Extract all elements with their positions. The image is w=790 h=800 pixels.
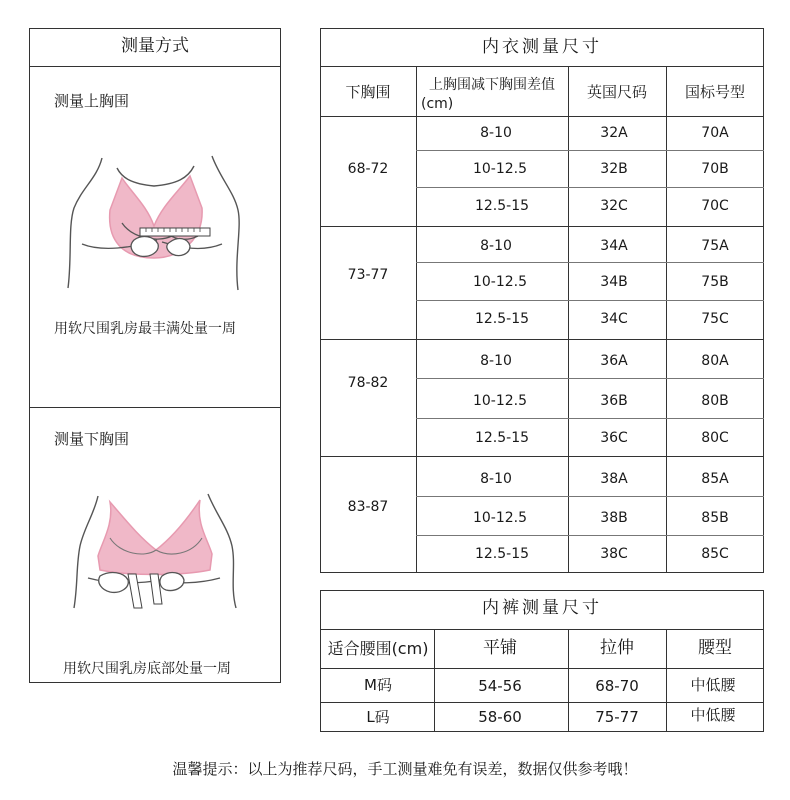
underbust-range: 68-72 bbox=[347, 161, 389, 177]
underbust-range: 73-77 bbox=[347, 267, 389, 283]
divider bbox=[320, 116, 764, 117]
panty-table-title: 内裤测量尺寸 bbox=[482, 598, 602, 618]
uk-size-cell: 38A bbox=[600, 471, 628, 487]
column-divider bbox=[568, 629, 569, 732]
bra-table-title: 内衣测量尺寸 bbox=[482, 37, 602, 57]
uk-size-cell: 38B bbox=[600, 510, 628, 526]
panty-header-flat: 平铺 bbox=[483, 638, 517, 658]
cn-size-cell: 75A bbox=[701, 238, 729, 254]
panty-header-stretch: 拉伸 bbox=[600, 638, 634, 658]
row-divider bbox=[416, 418, 764, 419]
header-underbust: 下胸围 bbox=[345, 83, 391, 101]
upper-bust-measure-icon bbox=[62, 148, 247, 298]
panty-header-waist-type: 腰型 bbox=[698, 638, 732, 658]
panty-flat-value: 54-56 bbox=[478, 677, 522, 695]
cn-size-cell: 85A bbox=[701, 471, 729, 487]
group-divider bbox=[320, 456, 764, 457]
diff-cell: 8-10 bbox=[480, 238, 512, 254]
cn-size-cell: 80C bbox=[701, 430, 729, 446]
header-difference: 上胸围减下胸围差值 bbox=[429, 77, 555, 93]
footer-note: 温馨提示：以上为推荐尺码，手工测量难免有误差，数据仅供参考哦！ bbox=[172, 760, 638, 778]
diff-cell: 8-10 bbox=[480, 125, 512, 141]
uk-size-cell: 36A bbox=[600, 353, 628, 369]
panty-waist-type: 中低腰 bbox=[690, 676, 736, 694]
cn-size-cell: 80B bbox=[701, 393, 729, 409]
row-divider bbox=[416, 262, 764, 263]
panty-header-waist: 适合腰围(cm) bbox=[327, 639, 429, 658]
cn-size-cell: 85C bbox=[701, 546, 729, 562]
cn-size-cell: 70C bbox=[701, 198, 729, 214]
diff-cell: 12.5-15 bbox=[474, 546, 530, 562]
panty-flat-value: 58-60 bbox=[478, 708, 522, 726]
diff-cell: 8-10 bbox=[480, 353, 512, 369]
divider bbox=[320, 66, 764, 67]
diff-cell: 12.5-15 bbox=[474, 430, 530, 446]
divider bbox=[320, 702, 764, 703]
diff-cell: 10-12.5 bbox=[472, 510, 528, 526]
panty-size-label: M码 bbox=[364, 676, 392, 694]
divider bbox=[320, 629, 764, 630]
uk-size-cell: 34A bbox=[600, 238, 628, 254]
cn-size-cell: 85B bbox=[701, 510, 729, 526]
row-divider bbox=[416, 300, 764, 301]
panty-size-label: L码 bbox=[366, 708, 390, 726]
cn-size-cell: 75B bbox=[701, 274, 729, 290]
underbust-range: 83-87 bbox=[347, 499, 389, 515]
header-unit: (cm) bbox=[421, 96, 454, 112]
diff-cell: 10-12.5 bbox=[472, 393, 528, 409]
upper-bust-heading: 测量上胸围 bbox=[54, 92, 130, 110]
diff-cell: 12.5-15 bbox=[474, 311, 530, 327]
uk-size-cell: 34C bbox=[600, 311, 628, 327]
diff-cell: 12.5-15 bbox=[474, 198, 530, 214]
diff-cell: 8-10 bbox=[480, 471, 512, 487]
upper-bust-caption: 用软尺围乳房最丰满处量一周 bbox=[54, 321, 236, 337]
panty-waist-type: 中低腰 bbox=[690, 706, 736, 724]
panty-stretch-value: 68-70 bbox=[595, 677, 639, 695]
uk-size-cell: 36B bbox=[600, 393, 628, 409]
row-divider bbox=[416, 378, 764, 379]
measure-method-title: 测量方式 bbox=[121, 36, 189, 56]
divider bbox=[29, 66, 281, 67]
group-divider bbox=[320, 339, 764, 340]
divider bbox=[320, 668, 764, 669]
row-divider bbox=[416, 535, 764, 536]
row-divider bbox=[416, 150, 764, 151]
divider bbox=[29, 407, 281, 408]
header-uk-size: 英国尺码 bbox=[586, 83, 648, 101]
uk-size-cell: 32B bbox=[600, 161, 628, 177]
cn-size-cell: 75C bbox=[701, 311, 729, 327]
header-cn-size: 国标号型 bbox=[684, 83, 746, 101]
row-divider bbox=[416, 496, 764, 497]
diff-cell: 10-12.5 bbox=[472, 161, 528, 177]
cn-size-cell: 80A bbox=[701, 353, 729, 369]
underbust-range: 78-82 bbox=[347, 375, 389, 391]
cn-size-cell: 70A bbox=[701, 125, 729, 141]
cn-size-cell: 70B bbox=[701, 161, 729, 177]
column-divider bbox=[434, 629, 435, 732]
group-divider bbox=[320, 226, 764, 227]
uk-size-cell: 32C bbox=[600, 198, 628, 214]
uk-size-cell: 38C bbox=[600, 546, 628, 562]
diff-cell: 10-12.5 bbox=[472, 274, 528, 290]
under-bust-heading: 测量下胸围 bbox=[54, 430, 130, 448]
under-bust-measure-icon bbox=[70, 488, 240, 613]
under-bust-caption: 用软尺围乳房底部处量一周 bbox=[63, 661, 231, 677]
panty-stretch-value: 75-77 bbox=[595, 708, 639, 726]
uk-size-cell: 32A bbox=[600, 125, 628, 141]
uk-size-cell: 34B bbox=[600, 274, 628, 290]
uk-size-cell: 36C bbox=[600, 430, 628, 446]
row-divider bbox=[416, 187, 764, 188]
column-divider bbox=[666, 629, 667, 732]
